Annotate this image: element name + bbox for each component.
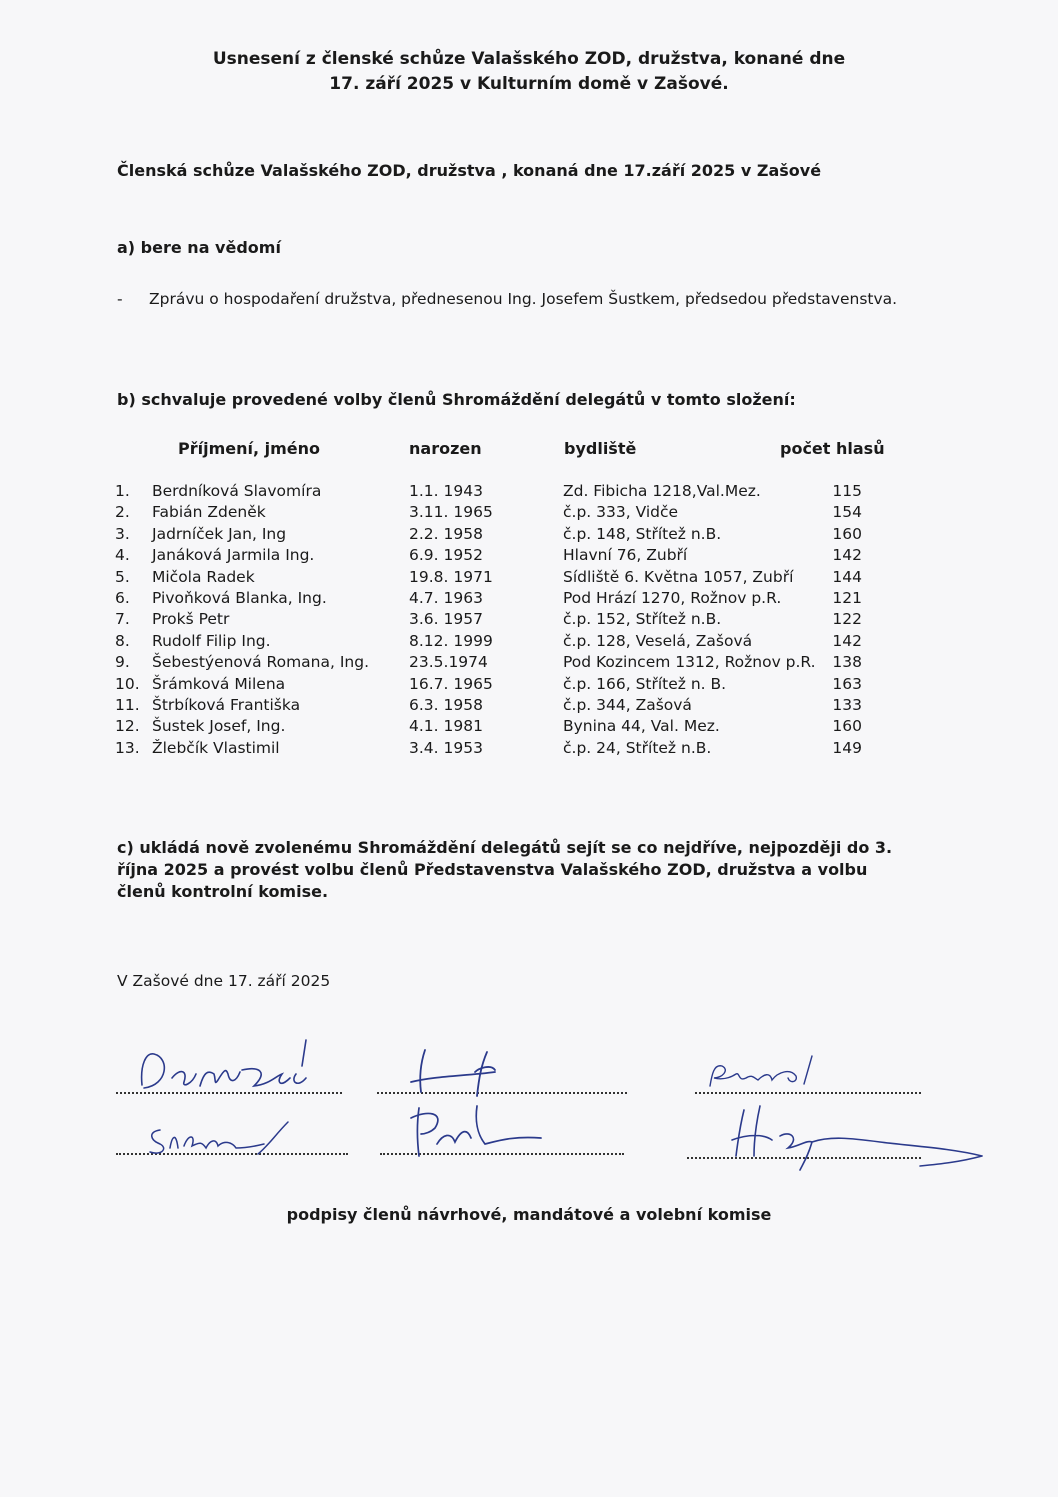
row-name: Šebestýenová Romana, Ing.	[152, 653, 370, 672]
row-name: Šrámková Milena	[152, 674, 286, 693]
row-address: č.p. 152, Střítež n.B.	[563, 610, 722, 629]
table-row	[0, 739, 1058, 760]
table-row	[0, 589, 1058, 610]
table-row	[0, 546, 1058, 567]
section-c-line: října 2025 a provést volbu členů Představenstva Valašského ZOD, družstva a volbu	[117, 860, 868, 879]
row-address: č.p. 344, Zašová	[563, 695, 692, 714]
column-header-name: Příjmení, jméno	[178, 439, 321, 458]
row-number: 5.	[115, 567, 130, 586]
signature-4	[140, 1118, 300, 1163]
table-row	[0, 696, 1058, 717]
signatures-caption: podpisy členů návrhové, mandátové a volební komise	[286, 1205, 772, 1224]
row-born: 2.2. 1958	[409, 524, 483, 543]
row-votes: 133	[832, 695, 862, 714]
row-born: 3.6. 1957	[409, 610, 483, 629]
row-votes: 144	[832, 567, 862, 586]
row-name: Berdníková Slavomíra	[152, 482, 322, 500]
section-c-line: členů kontrolní komise.	[117, 882, 329, 901]
row-number: 1.	[115, 482, 130, 500]
section-a-item: Zprávu o hospodaření družstva, přednesenou Ing. Josefem Šustkem, předsedou představenstva.	[149, 290, 898, 308]
row-address: Hlavní 76, Zubří	[563, 546, 688, 565]
row-votes: 149	[832, 738, 862, 757]
row-votes: 160	[832, 524, 862, 543]
row-name: Rudolf Filip Ing.	[152, 631, 271, 650]
table-row	[0, 675, 1058, 696]
column-header-born: narozen	[409, 439, 482, 458]
table-row	[0, 653, 1058, 674]
row-votes: 160	[832, 717, 862, 736]
signature-2	[405, 1042, 515, 1102]
signature-1	[130, 1030, 330, 1100]
row-born: 19.8. 1971	[409, 567, 493, 586]
column-header-votes: počet hlasů	[780, 439, 885, 458]
row-born: 23.5.1974	[409, 653, 488, 672]
row-born: 16.7. 1965	[409, 674, 493, 693]
bullet-mark: -	[117, 290, 123, 308]
row-born: 8.12. 1999	[409, 631, 493, 650]
table-row	[0, 568, 1058, 589]
row-address: č.p. 166, Střítež n. B.	[563, 674, 727, 693]
row-address: Zd. Fibicha 1218,Val.Mez.	[563, 482, 761, 500]
row-number: 8.	[115, 631, 130, 650]
table-row	[0, 503, 1058, 524]
row-name: Pivoňková Blanka, Ing.	[152, 588, 327, 607]
row-address: Bynina 44, Val. Mez.	[563, 717, 720, 736]
signature-3	[700, 1050, 840, 1095]
section-c-paragraph	[117, 837, 917, 903]
row-born: 6.3. 1958	[409, 695, 483, 714]
row-number: 2.	[115, 503, 130, 522]
row-number: 10.	[115, 674, 140, 693]
row-votes: 121	[832, 588, 862, 607]
row-born: 3.11. 1965	[409, 503, 493, 522]
row-votes: 115	[832, 482, 862, 500]
row-name: Jadrníček Jan, Ing	[152, 524, 287, 543]
row-number: 6.	[115, 588, 130, 607]
row-number: 3.	[115, 524, 130, 543]
row-number: 12.	[115, 717, 140, 736]
delegates-table	[0, 482, 1058, 760]
row-name: Štrbíková Františka	[152, 695, 301, 714]
row-number: 7.	[115, 610, 130, 629]
row-address: Pod Kozincem 1312, Rožnov p.R.	[563, 653, 816, 672]
row-votes: 142	[832, 631, 862, 650]
row-number: 4.	[115, 546, 130, 565]
row-born: 4.7. 1963	[409, 588, 483, 607]
row-name: Janáková Jarmila Ing.	[152, 546, 315, 565]
signature-6	[720, 1100, 990, 1175]
row-name: Prokš Petr	[152, 610, 230, 629]
row-votes: 163	[832, 674, 862, 693]
document-title-line1: Usnesení z členské schůze Valašského ZOD, družstva, konané dne	[212, 49, 846, 69]
document-title-line2: 17. září 2025 v Kulturním domě v Zašové.	[329, 74, 729, 94]
row-born: 4.1. 1981	[409, 717, 483, 736]
row-address: č.p. 333, Vidče	[563, 503, 679, 522]
table-row	[0, 482, 1058, 503]
row-name: Šustek Josef, Ing.	[152, 717, 286, 736]
place-and-date: V Zašové dne 17. září 2025	[117, 972, 331, 990]
row-address: č.p. 148, Střítež n.B.	[563, 524, 722, 543]
table-row	[0, 610, 1058, 631]
table-row	[0, 632, 1058, 653]
row-number: 11.	[115, 695, 140, 714]
row-number: 13.	[115, 738, 140, 757]
section-a-heading: a) bere na vědomí	[117, 238, 281, 257]
row-votes: 122	[832, 610, 862, 629]
row-address: č.p. 24, Střítež n.B.	[563, 738, 712, 757]
section-c-line: c) ukládá nově zvolenému Shromáždění delegátů sejít se co nejdříve, nejpozději do 3.	[117, 838, 893, 857]
table-row	[0, 525, 1058, 546]
row-number: 9.	[115, 653, 130, 672]
column-header-address: bydliště	[564, 439, 637, 458]
row-name: Mičola Radek	[152, 567, 255, 586]
row-name: Fabián Zdeněk	[152, 503, 266, 522]
row-address: č.p. 128, Veselá, Zašová	[563, 631, 753, 650]
table-row	[0, 717, 1058, 738]
signature-5	[405, 1100, 555, 1162]
section-b-heading: b) schvaluje provedené volby členů Shromáždění delegátů v tomto složení:	[117, 390, 796, 409]
row-votes: 154	[832, 503, 862, 522]
row-name: Žlebčík Vlastimil	[152, 738, 280, 757]
row-votes: 138	[832, 653, 862, 672]
row-votes: 142	[832, 546, 862, 565]
row-born: 1.1. 1943	[409, 482, 483, 500]
row-born: 3.4. 1953	[409, 738, 483, 757]
row-born: 6.9. 1952	[409, 546, 483, 565]
intro-statement: Členská schůze Valašského ZOD, družstva , konaná dne 17.září 2025 v Zašové	[117, 161, 822, 180]
row-address: Pod Hrází 1270, Rožnov p.R.	[563, 588, 782, 607]
row-address: Sídliště 6. Května 1057, Zubří	[563, 567, 794, 586]
